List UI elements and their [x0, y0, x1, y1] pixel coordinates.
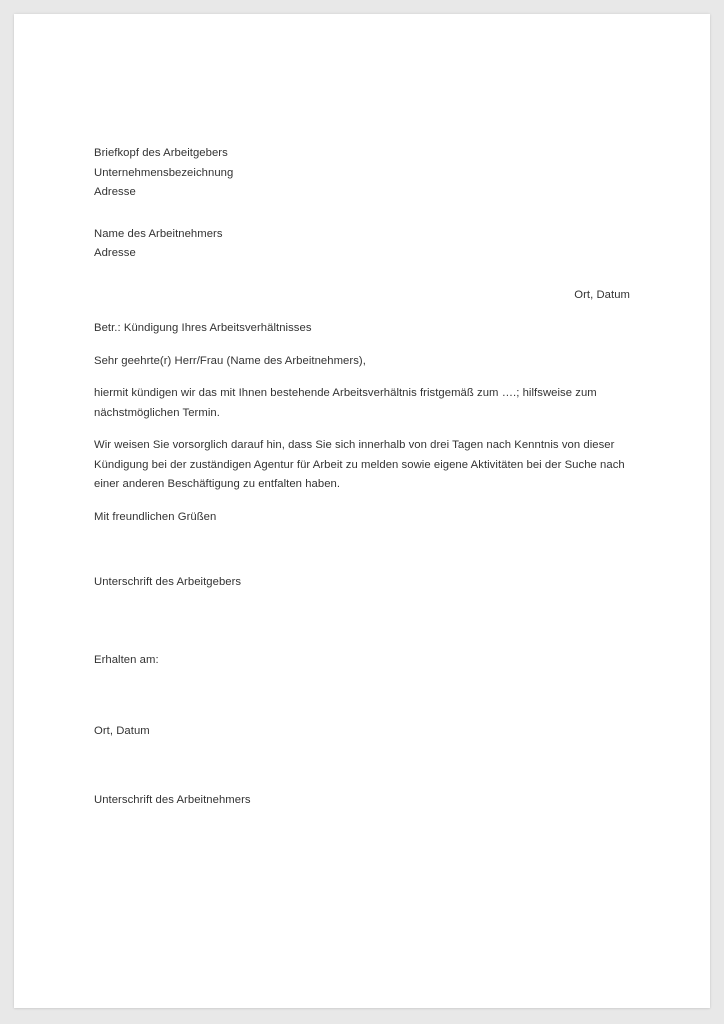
spacer-after-recipient: [94, 264, 630, 286]
recipient-line-1: Name des Arbeitnehmers: [94, 227, 223, 240]
subject-line: Betr.: Kündigung Ihres Arbeitsverhältnisses: [94, 322, 312, 334]
body-paragraph-2: Wir weisen Sie vorsorglich darauf hin, dass Sie sich innerhalb von drei Tagen nach Kenntnis von dieser Kündigung bei der zuständigen Agentur für Arbeit zu melden sowie eigene Aktivitäten bei der Suche nach einer anderen Beschäftigung zu entfalten haben.: [94, 439, 625, 490]
spacer-after-sender: [94, 203, 630, 225]
sender-line-1: Briefkopf des Arbeitgebers: [94, 147, 228, 159]
letter-body: [94, 144, 630, 810]
spacer-after-salutation: [94, 371, 630, 384]
spacer-before-closing: [94, 495, 630, 508]
recipient-line-2: Adresse: [94, 247, 136, 259]
employer-signature-label: Unterschrift des Arbeitgebers: [94, 576, 242, 588]
employee-signature-label: Unterschrift des Arbeitnehmers: [94, 793, 251, 806]
spacer-between-paragraphs: [94, 423, 630, 436]
sender-address-block: [94, 144, 630, 203]
recipient-address-block: [94, 225, 630, 264]
received-place-date-label: Ort, Datum: [94, 725, 150, 737]
spacer-after-subject: [94, 339, 630, 352]
spacer-before-employee-signature: [94, 742, 630, 791]
salutation-line: Sehr geehrte(r) Herr/Frau (Name des Arbeitnehmers),: [94, 354, 366, 367]
date-line-block: [94, 286, 630, 306]
spacer-after-date: [94, 305, 630, 319]
sender-line-2: Unternehmensbezeichnung: [94, 166, 234, 179]
received-on-label: Erhalten am:: [94, 653, 159, 666]
body-paragraph-1: hiermit kündigen wir das mit Ihnen bestehende Arbeitsverhältnis fristgemäß zum ….; hilfsweise zum nächstmöglichen Termin.: [94, 387, 597, 419]
sender-line-3: Adresse: [94, 186, 136, 198]
closing-line: Mit freundlichen Grüßen: [94, 510, 217, 523]
spacer-before-received: [94, 593, 630, 651]
spacer-before-place-date-2: [94, 670, 630, 722]
document-page: [14, 14, 710, 1008]
place-date-line: Ort, Datum: [574, 288, 630, 301]
spacer-employer-signature: [94, 527, 630, 573]
